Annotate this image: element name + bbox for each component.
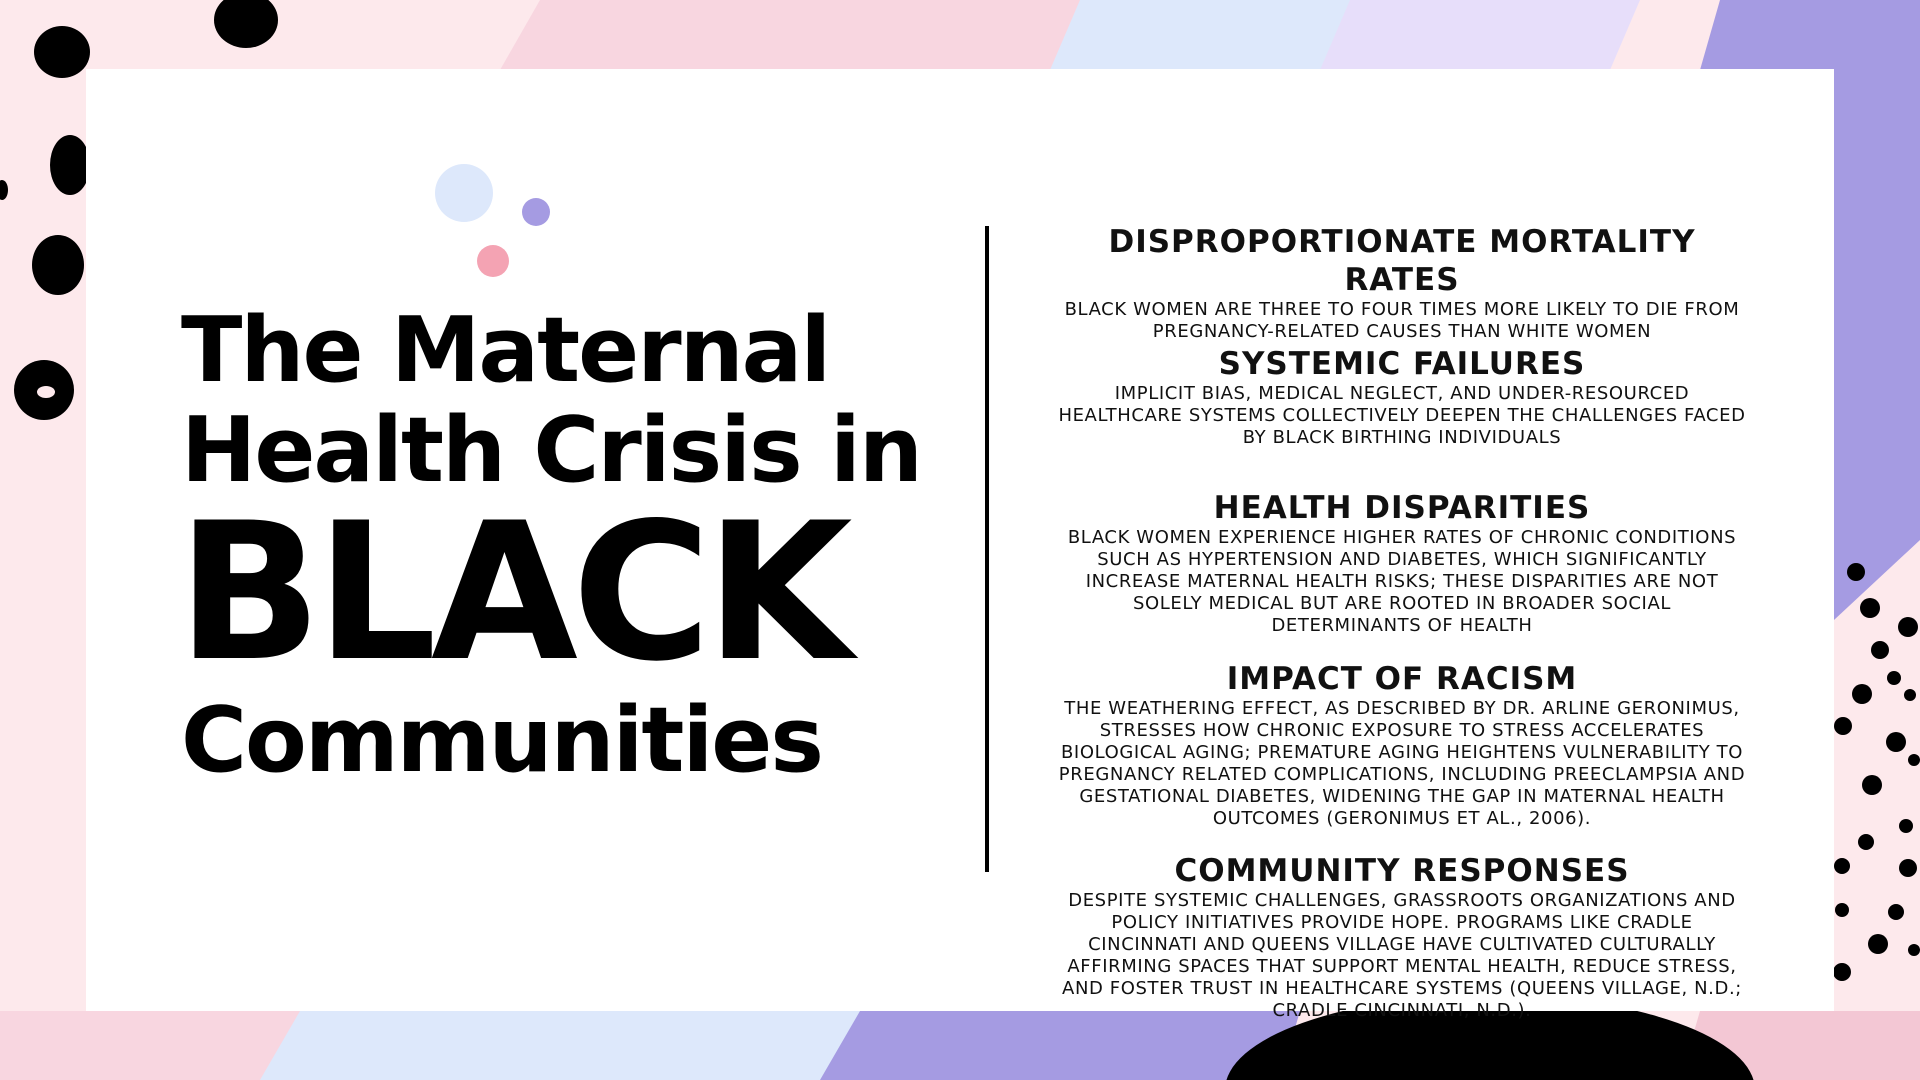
section-body: DESPITE SYSTEMIC CHALLENGES, GRASSROOTS ORGANIZATIONS AND POLICY INITIATIVES PROVIDE HOPE. PROGRAMS LIKE CRADLE CINCINNATI AND QUEENS VILLAGE HAVE CULTIVATED CULTURALLY AFFIRMING SPACES THAT SUPPORT MENTAL HEALTH, REDUCE STRESS, AND FOSTER TRUST IN HEALTHCARE SYSTEMS (QUEENS VILLAGE, N.D.; CRADLE CINCINNATI, N.D.). [1062, 890, 1742, 1021]
section-disparities [1055, 489, 1749, 637]
section-body: THE WEATHERING EFFECT, AS DESCRIBED BY DR. ARLINE GERONIMUS, STRESSES HOW CHRONIC EXPOSURE TO STRESS ACCELERATES BIOLOGICAL AGING; PREMATURE AGING HEIGHTENS VULNERABILITY TO PREGNANCY RELATED COMPLICATIONS, INCLUDING PREECLAMPSIA AND GESTATIONAL DIABETES, WIDENING THE GAP IN MATERNAL HEALTH OUTCOMES (GERONIMUS ET AL., 2006). [1058, 698, 1746, 829]
section-body: IMPLICIT BIAS, MEDICAL NEGLECT, AND UNDER-RESOURCED HEALTHCARE SYSTEMS COLLECTIVELY DEEPEN THE CHALLENGES FACED BY BLACK BIRTHING INDIVIDUALS [1058, 383, 1746, 448]
section-heading: HEALTH DISPARITIES [1213, 490, 1591, 526]
section-body: BLACK WOMEN ARE THREE TO FOUR TIMES MORE LIKELY TO DIE FROM PREGNANCY-RELATED CAUSES THAN WHITE WOMEN [1064, 299, 1740, 342]
title-line-1: The Maternal [181, 298, 830, 403]
decorative-dots [426, 161, 566, 291]
content-card [86, 69, 1834, 1021]
page-title [177, 298, 981, 793]
title-line-3: BLACK [177, 482, 847, 703]
section-heading: SYSTEMIC FAILURES [1218, 346, 1586, 382]
section-heading: COMMUNITY RESPONSES [1174, 853, 1630, 889]
vertical-divider [985, 226, 989, 872]
section-mortality [1055, 223, 1749, 343]
title-line-2: Health Crisis in [181, 398, 921, 503]
section-racism [1055, 660, 1749, 830]
section-heading: DISPROPORTIONATE MORTALITY RATES [1108, 224, 1696, 298]
title-line-4: Communities [181, 688, 822, 793]
section-community [1055, 852, 1749, 1022]
section-body: BLACK WOMEN EXPERIENCE HIGHER RATES OF CHRONIC CONDITIONS SUCH AS HYPERTENSION AND DIABETES, WHICH SIGNIFICANTLY INCREASE MATERNAL HEALTH RISKS; THESE DISPARITIES ARE NOT SOLELY MEDICAL BUT ARE ROOTED IN BROADER SOCIAL DETERMINANTS OF HEALTH [1067, 527, 1737, 636]
section-heading: IMPACT OF RACISM [1226, 661, 1578, 697]
section-systemic [1055, 345, 1749, 449]
